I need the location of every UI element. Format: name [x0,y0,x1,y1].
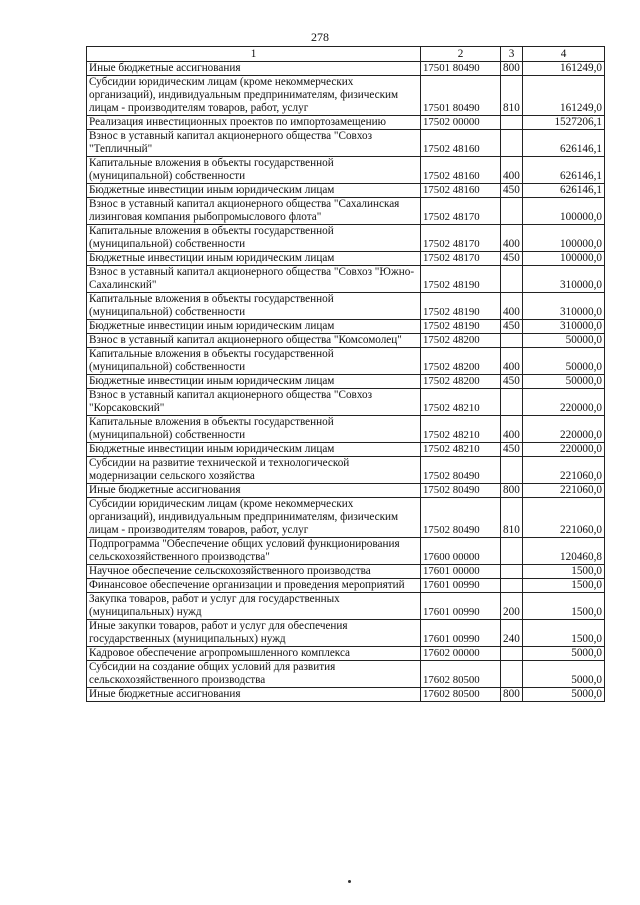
row-code: 17602 80500 [421,661,501,688]
row-sum: 50000,0 [523,334,605,348]
row-code: 17502 48200 [421,375,501,389]
row-code: 17502 00000 [421,116,501,130]
row-sum: 1500,0 [523,565,605,579]
row-sum: 5000,0 [523,661,605,688]
table-row [87,320,605,334]
table-row [87,198,605,225]
row-expense-type: 450 [501,184,523,198]
table-row [87,348,605,375]
row-code: 17502 48190 [421,320,501,334]
row-sum: 120460,8 [523,538,605,565]
row-expense-type: 400 [501,348,523,375]
column-header-sum: 4 [523,47,605,62]
table-row [87,76,605,116]
row-sum: 310000,0 [523,320,605,334]
table-row [87,293,605,320]
row-name: Субсидии юридическим лицам (кроме некоммерческих организаций), индивидуальным предпринимателям, физическим лицам - производителям товаров, работ, услуг [87,498,421,538]
table-row [87,593,605,620]
column-header-type: 3 [501,47,523,62]
table-row [87,661,605,688]
row-name: Субсидии юридическим лицам (кроме некоммерческих организаций), индивидуальным предпринимателям, физическим лицам - производителям товаров, работ, услуг [87,76,421,116]
row-sum: 1500,0 [523,579,605,593]
table-row [87,416,605,443]
row-name: Взнос в уставный капитал акционерного общества "Сахалинская лизинговая компания рыбопромыслового флота" [87,198,421,225]
row-code: 17502 80490 [421,457,501,484]
row-name: Взнос в уставный капитал акционерного общества "Совхоз "Тепличный" [87,130,421,157]
row-sum: 626146,1 [523,184,605,198]
row-code: 17502 48160 [421,184,501,198]
row-expense-type [501,198,523,225]
budget-table [86,46,605,702]
table-row [87,334,605,348]
row-expense-type [501,538,523,565]
row-sum: 50000,0 [523,348,605,375]
table-row [87,620,605,647]
footer-dot [348,880,351,883]
row-name: Капитальные вложения в объекты государственной (муниципальной) собственности [87,416,421,443]
row-name: Взнос в уставный капитал акционерного общества "Комсомолец" [87,334,421,348]
row-code: 17502 48170 [421,225,501,252]
table-row [87,457,605,484]
row-name: Бюджетные инвестиции иным юридическим лицам [87,375,421,389]
row-name: Капитальные вложения в объекты государственной (муниципальной) собственности [87,225,421,252]
row-code: 17602 80500 [421,688,501,702]
row-code: 17501 80490 [421,62,501,76]
row-name: Взнос в уставный капитал акционерного общества "Совхоз "Корсаковский" [87,389,421,416]
row-code: 17502 48200 [421,334,501,348]
row-expense-type: 450 [501,443,523,457]
table-row [87,688,605,702]
row-sum: 221060,0 [523,457,605,484]
row-expense-type [501,389,523,416]
row-code: 17502 48160 [421,130,501,157]
row-name: Реализация инвестиционных проектов по импортозамещению [87,116,421,130]
row-code: 17502 80490 [421,498,501,538]
row-name: Научное обеспечение сельскохозяйственного производства [87,565,421,579]
row-name: Капитальные вложения в объекты государственной (муниципальной) собственности [87,348,421,375]
row-expense-type: 240 [501,620,523,647]
row-name: Капитальные вложения в объекты государственной (муниципальной) собственности [87,157,421,184]
row-expense-type: 800 [501,484,523,498]
row-expense-type: 400 [501,157,523,184]
row-name: Бюджетные инвестиции иным юридическим лицам [87,320,421,334]
row-expense-type [501,647,523,661]
row-code: 17502 48190 [421,266,501,293]
row-expense-type [501,661,523,688]
row-name: Финансовое обеспечение организации и проведения мероприятий [87,579,421,593]
row-name: Иные бюджетные ассигнования [87,688,421,702]
row-name: Бюджетные инвестиции иным юридическим лицам [87,443,421,457]
table-row [87,498,605,538]
row-code: 17501 80490 [421,76,501,116]
row-sum: 221060,0 [523,484,605,498]
row-sum: 161249,0 [523,62,605,76]
row-name: Иные закупки товаров, работ и услуг для обеспечения государственных (муниципальных) нужд [87,620,421,647]
row-sum: 1500,0 [523,593,605,620]
row-name: Подпрограмма "Обеспечение общих условий функционирования сельскохозяйственного производства" [87,538,421,565]
row-name: Капитальные вложения в объекты государственной (муниципальной) собственности [87,293,421,320]
table-row [87,484,605,498]
row-sum: 221060,0 [523,498,605,538]
row-code: 17602 00000 [421,647,501,661]
row-expense-type [501,130,523,157]
row-sum: 1500,0 [523,620,605,647]
row-code: 17601 00000 [421,565,501,579]
row-expense-type: 400 [501,225,523,252]
table-row [87,62,605,76]
row-expense-type: 400 [501,293,523,320]
row-sum: 161249,0 [523,76,605,116]
row-sum: 626146,1 [523,157,605,184]
row-sum: 626146,1 [523,130,605,157]
row-code: 17601 00990 [421,620,501,647]
table-row [87,184,605,198]
row-sum: 100000,0 [523,198,605,225]
table-row [87,266,605,293]
row-sum: 1527206,1 [523,116,605,130]
table-row [87,225,605,252]
column-header-code: 2 [421,47,501,62]
table-row [87,538,605,565]
row-sum: 100000,0 [523,252,605,266]
table-row [87,375,605,389]
column-header-name: 1 [87,47,421,62]
row-expense-type: 800 [501,688,523,702]
row-name: Взнос в уставный капитал акционерного общества "Совхоз "Южно-Сахалинский" [87,266,421,293]
table-row [87,647,605,661]
table-row [87,252,605,266]
row-code: 17502 48210 [421,443,501,457]
row-code: 17502 48170 [421,252,501,266]
row-expense-type: 200 [501,593,523,620]
row-expense-type: 800 [501,62,523,76]
row-name: Субсидии на создание общих условий для развития сельскохозяйственного производства [87,661,421,688]
table-row [87,579,605,593]
row-sum: 220000,0 [523,443,605,457]
table-row [87,157,605,184]
row-expense-type: 450 [501,252,523,266]
row-name: Иные бюджетные ассигнования [87,62,421,76]
row-name: Субсидии на развитие технической и технологической модернизации сельского хозяйства [87,457,421,484]
row-code: 17502 48200 [421,348,501,375]
row-expense-type: 810 [501,76,523,116]
row-expense-type [501,579,523,593]
row-expense-type: 810 [501,498,523,538]
row-code: 17601 00990 [421,593,501,620]
table-row [87,389,605,416]
row-name: Бюджетные инвестиции иным юридическим лицам [87,184,421,198]
row-code: 17502 48160 [421,157,501,184]
table-row [87,116,605,130]
row-sum: 5000,0 [523,647,605,661]
row-name: Закупка товаров, работ и услуг для государственных (муниципальных) нужд [87,593,421,620]
row-expense-type [501,334,523,348]
row-code: 17601 00990 [421,579,501,593]
row-expense-type: 450 [501,375,523,389]
row-expense-type: 450 [501,320,523,334]
row-expense-type [501,116,523,130]
row-sum: 220000,0 [523,389,605,416]
row-name: Бюджетные инвестиции иным юридическим лицам [87,252,421,266]
row-expense-type [501,457,523,484]
row-expense-type [501,266,523,293]
row-sum: 100000,0 [523,225,605,252]
row-code: 17502 48210 [421,389,501,416]
row-expense-type: 400 [501,416,523,443]
row-sum: 310000,0 [523,293,605,320]
page-number: 278 [311,30,329,44]
row-name: Иные бюджетные ассигнования [87,484,421,498]
row-code: 17502 80490 [421,484,501,498]
row-code: 17502 48190 [421,293,501,320]
table-row [87,443,605,457]
row-code: 17502 48210 [421,416,501,443]
row-sum: 50000,0 [523,375,605,389]
row-expense-type [501,565,523,579]
table-row [87,130,605,157]
row-name: Кадровое обеспечение агропромышленного комплекса [87,647,421,661]
table-row [87,565,605,579]
row-sum: 5000,0 [523,688,605,702]
row-sum: 310000,0 [523,266,605,293]
row-code: 17502 48170 [421,198,501,225]
row-sum: 220000,0 [523,416,605,443]
table-header-row [87,47,605,62]
row-code: 17600 00000 [421,538,501,565]
